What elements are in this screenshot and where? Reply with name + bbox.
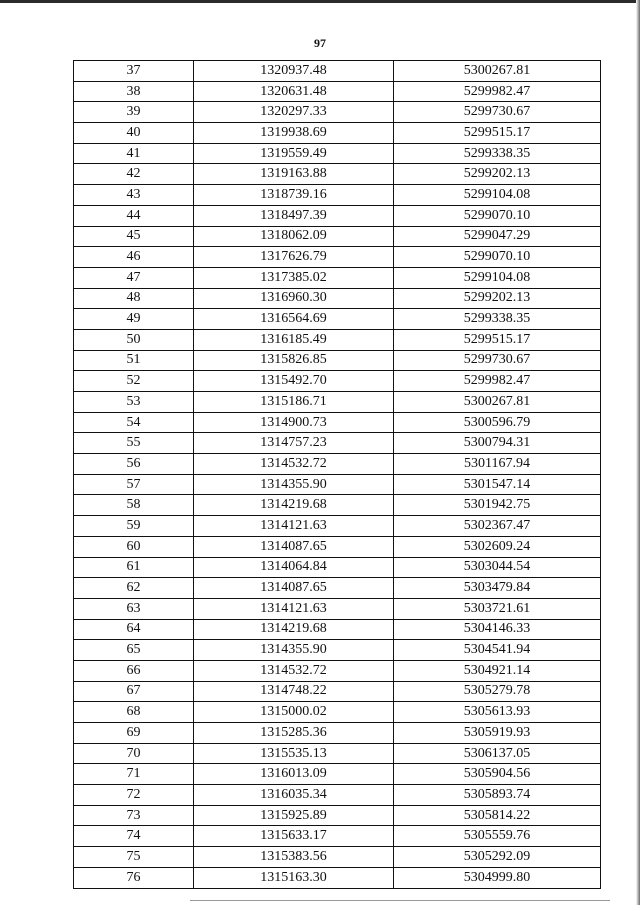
table-row xyxy=(74,702,601,723)
table-row xyxy=(74,454,601,475)
table-row xyxy=(74,764,601,785)
table-row xyxy=(74,681,601,702)
y-coordinate-cell: 5299730.67 xyxy=(394,102,601,123)
point-number-cell: 74 xyxy=(74,826,194,847)
y-coordinate-cell: 5304921.14 xyxy=(394,660,601,681)
y-coordinate-cell: 5299070.10 xyxy=(394,205,601,226)
y-coordinate-cell: 5301547.14 xyxy=(394,474,601,495)
x-coordinate-cell: 1315186.71 xyxy=(194,392,394,413)
x-coordinate-cell: 1316185.49 xyxy=(194,329,394,350)
x-coordinate-cell: 1314757.23 xyxy=(194,433,394,454)
table-row xyxy=(74,723,601,744)
table-row xyxy=(74,805,601,826)
table-row xyxy=(74,785,601,806)
x-coordinate-cell: 1318062.09 xyxy=(194,226,394,247)
point-number-cell: 76 xyxy=(74,867,194,888)
x-coordinate-cell: 1315826.85 xyxy=(194,350,394,371)
y-coordinate-cell: 5305292.09 xyxy=(394,847,601,868)
y-coordinate-cell: 5302367.47 xyxy=(394,516,601,537)
x-coordinate-cell: 1319163.88 xyxy=(194,164,394,185)
x-coordinate-cell: 1315633.17 xyxy=(194,826,394,847)
x-coordinate-cell: 1314064.84 xyxy=(194,557,394,578)
x-coordinate-cell: 1314355.90 xyxy=(194,640,394,661)
table-row xyxy=(74,578,601,599)
table-row xyxy=(74,185,601,206)
y-coordinate-cell: 5299338.35 xyxy=(394,143,601,164)
y-coordinate-cell: 5299047.29 xyxy=(394,226,601,247)
y-coordinate-cell: 5299338.35 xyxy=(394,309,601,330)
table-row xyxy=(74,433,601,454)
x-coordinate-cell: 1314532.72 xyxy=(194,454,394,475)
x-coordinate-cell: 1314121.63 xyxy=(194,516,394,537)
y-coordinate-cell: 5304999.80 xyxy=(394,867,601,888)
table-row xyxy=(74,619,601,640)
point-number-cell: 69 xyxy=(74,723,194,744)
y-coordinate-cell: 5299202.13 xyxy=(394,164,601,185)
y-coordinate-cell: 5305814.22 xyxy=(394,805,601,826)
x-coordinate-cell: 1314087.65 xyxy=(194,536,394,557)
x-coordinate-cell: 1315163.30 xyxy=(194,867,394,888)
point-number-cell: 60 xyxy=(74,536,194,557)
point-number-cell: 49 xyxy=(74,309,194,330)
point-number-cell: 61 xyxy=(74,557,194,578)
point-number-cell: 43 xyxy=(74,185,194,206)
table-row xyxy=(74,826,601,847)
x-coordinate-cell: 1317626.79 xyxy=(194,247,394,268)
point-number-cell: 37 xyxy=(74,61,194,82)
y-coordinate-cell: 5299104.08 xyxy=(394,185,601,206)
point-number-cell: 72 xyxy=(74,785,194,806)
table-row xyxy=(74,205,601,226)
table-row xyxy=(74,474,601,495)
x-coordinate-cell: 1315383.56 xyxy=(194,847,394,868)
table-row xyxy=(74,350,601,371)
x-coordinate-cell: 1318497.39 xyxy=(194,205,394,226)
x-coordinate-cell: 1316013.09 xyxy=(194,764,394,785)
table-row xyxy=(74,226,601,247)
x-coordinate-cell: 1320937.48 xyxy=(194,61,394,82)
table-row xyxy=(74,847,601,868)
table-row xyxy=(74,309,601,330)
scan-edge-right xyxy=(636,0,640,905)
x-coordinate-cell: 1319559.49 xyxy=(194,143,394,164)
y-coordinate-cell: 5303479.84 xyxy=(394,578,601,599)
x-coordinate-cell: 1315285.36 xyxy=(194,723,394,744)
x-coordinate-cell: 1315000.02 xyxy=(194,702,394,723)
x-coordinate-cell: 1315925.89 xyxy=(194,805,394,826)
x-coordinate-cell: 1320297.33 xyxy=(194,102,394,123)
table-row xyxy=(74,392,601,413)
x-coordinate-cell: 1315535.13 xyxy=(194,743,394,764)
point-number-cell: 53 xyxy=(74,392,194,413)
x-coordinate-cell: 1318739.16 xyxy=(194,185,394,206)
point-number-cell: 65 xyxy=(74,640,194,661)
point-number-cell: 51 xyxy=(74,350,194,371)
y-coordinate-cell: 5305559.76 xyxy=(394,826,601,847)
y-coordinate-cell: 5305893.74 xyxy=(394,785,601,806)
point-number-cell: 41 xyxy=(74,143,194,164)
point-number-cell: 38 xyxy=(74,81,194,102)
y-coordinate-cell: 5299515.17 xyxy=(394,123,601,144)
point-number-cell: 58 xyxy=(74,495,194,516)
table-row xyxy=(74,102,601,123)
point-number-cell: 47 xyxy=(74,267,194,288)
point-number-cell: 46 xyxy=(74,247,194,268)
y-coordinate-cell: 5301167.94 xyxy=(394,454,601,475)
point-number-cell: 66 xyxy=(74,660,194,681)
table-row xyxy=(74,247,601,268)
table-row xyxy=(74,536,601,557)
point-number-cell: 59 xyxy=(74,516,194,537)
y-coordinate-cell: 5303044.54 xyxy=(394,557,601,578)
x-coordinate-cell: 1320631.48 xyxy=(194,81,394,102)
y-coordinate-cell: 5299730.67 xyxy=(394,350,601,371)
y-coordinate-cell: 5303721.61 xyxy=(394,598,601,619)
point-number-cell: 62 xyxy=(74,578,194,599)
point-number-cell: 71 xyxy=(74,764,194,785)
table-row xyxy=(74,412,601,433)
table-row xyxy=(74,61,601,82)
point-number-cell: 63 xyxy=(74,598,194,619)
point-number-cell: 42 xyxy=(74,164,194,185)
y-coordinate-cell: 5299515.17 xyxy=(394,329,601,350)
point-number-cell: 45 xyxy=(74,226,194,247)
point-number-cell: 48 xyxy=(74,288,194,309)
table-row xyxy=(74,867,601,888)
point-number-cell: 54 xyxy=(74,412,194,433)
point-number-cell: 75 xyxy=(74,847,194,868)
point-number-cell: 67 xyxy=(74,681,194,702)
scan-edge-top xyxy=(0,0,640,3)
x-coordinate-cell: 1315492.70 xyxy=(194,371,394,392)
x-coordinate-cell: 1316035.34 xyxy=(194,785,394,806)
point-number-cell: 44 xyxy=(74,205,194,226)
y-coordinate-cell: 5299982.47 xyxy=(394,81,601,102)
point-number-cell: 57 xyxy=(74,474,194,495)
point-number-cell: 56 xyxy=(74,454,194,475)
y-coordinate-cell: 5305613.93 xyxy=(394,702,601,723)
point-number-cell: 70 xyxy=(74,743,194,764)
x-coordinate-cell: 1314121.63 xyxy=(194,598,394,619)
x-coordinate-cell: 1314355.90 xyxy=(194,474,394,495)
y-coordinate-cell: 5300794.31 xyxy=(394,433,601,454)
y-coordinate-cell: 5305279.78 xyxy=(394,681,601,702)
y-coordinate-cell: 5305919.93 xyxy=(394,723,601,744)
y-coordinate-cell: 5300267.81 xyxy=(394,61,601,82)
point-number-cell: 52 xyxy=(74,371,194,392)
point-number-cell: 39 xyxy=(74,102,194,123)
point-number-cell: 64 xyxy=(74,619,194,640)
y-coordinate-cell: 5302609.24 xyxy=(394,536,601,557)
coordinates-table-body xyxy=(74,61,601,889)
x-coordinate-cell: 1314900.73 xyxy=(194,412,394,433)
x-coordinate-cell: 1316564.69 xyxy=(194,309,394,330)
y-coordinate-cell: 5301942.75 xyxy=(394,495,601,516)
x-coordinate-cell: 1314748.22 xyxy=(194,681,394,702)
y-coordinate-cell: 5300596.79 xyxy=(394,412,601,433)
scan-edge-bottom xyxy=(190,900,610,901)
table-row xyxy=(74,288,601,309)
table-row xyxy=(74,743,601,764)
table-row xyxy=(74,660,601,681)
coordinates-table xyxy=(73,60,601,889)
table-row xyxy=(74,143,601,164)
table-row xyxy=(74,123,601,144)
x-coordinate-cell: 1314087.65 xyxy=(194,578,394,599)
table-row xyxy=(74,164,601,185)
y-coordinate-cell: 5306137.05 xyxy=(394,743,601,764)
table-row xyxy=(74,81,601,102)
y-coordinate-cell: 5305904.56 xyxy=(394,764,601,785)
point-number-cell: 73 xyxy=(74,805,194,826)
table-row xyxy=(74,495,601,516)
x-coordinate-cell: 1319938.69 xyxy=(194,123,394,144)
page-number: 97 xyxy=(314,36,326,50)
x-coordinate-cell: 1314219.68 xyxy=(194,495,394,516)
y-coordinate-cell: 5299982.47 xyxy=(394,371,601,392)
y-coordinate-cell: 5299202.13 xyxy=(394,288,601,309)
point-number-cell: 50 xyxy=(74,329,194,350)
table-row xyxy=(74,557,601,578)
point-number-cell: 40 xyxy=(74,123,194,144)
x-coordinate-cell: 1314532.72 xyxy=(194,660,394,681)
table-row xyxy=(74,598,601,619)
y-coordinate-cell: 5300267.81 xyxy=(394,392,601,413)
y-coordinate-cell: 5304541.94 xyxy=(394,640,601,661)
table-row xyxy=(74,516,601,537)
table-row xyxy=(74,329,601,350)
y-coordinate-cell: 5304146.33 xyxy=(394,619,601,640)
point-number-cell: 55 xyxy=(74,433,194,454)
x-coordinate-cell: 1314219.68 xyxy=(194,619,394,640)
table-row xyxy=(74,371,601,392)
x-coordinate-cell: 1316960.30 xyxy=(194,288,394,309)
table-row xyxy=(74,267,601,288)
y-coordinate-cell: 5299070.10 xyxy=(394,247,601,268)
point-number-cell: 68 xyxy=(74,702,194,723)
x-coordinate-cell: 1317385.02 xyxy=(194,267,394,288)
y-coordinate-cell: 5299104.08 xyxy=(394,267,601,288)
table-row xyxy=(74,640,601,661)
